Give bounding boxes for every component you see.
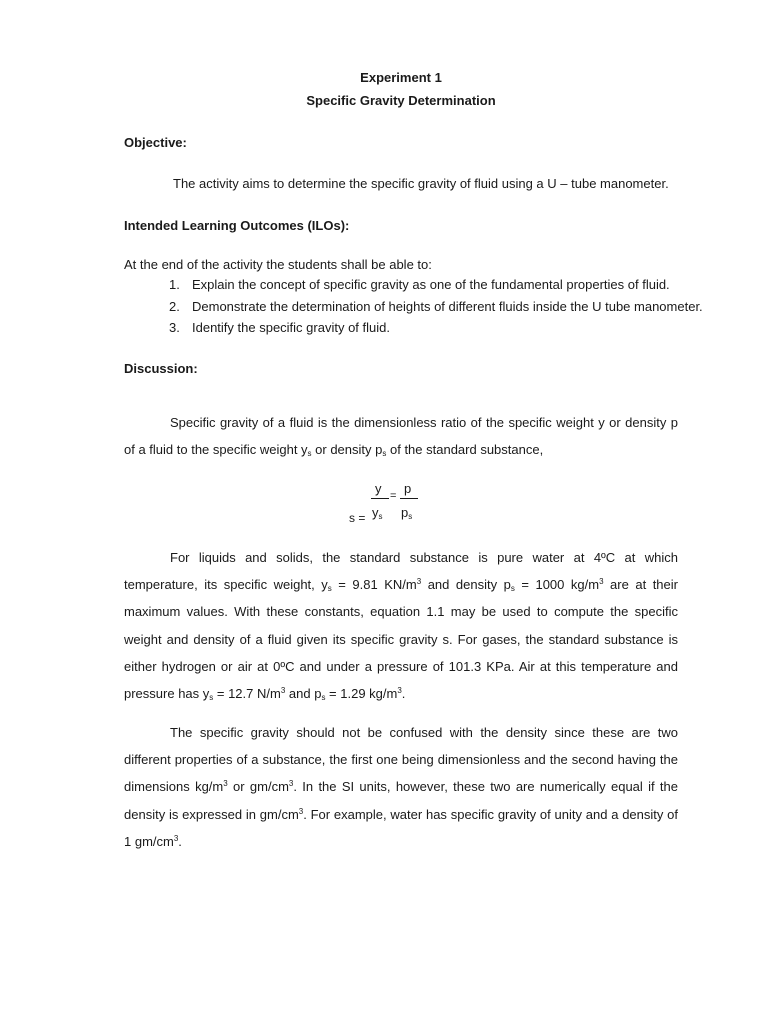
ilo-text: Explain the concept of specific gravity as one of the fundamental properties of fluid. <box>192 277 670 292</box>
ilo-number: 2. <box>169 299 180 314</box>
discussion-paragraph-3: The specific gravity should not be confused with the density since these are two different properties of a substance, the first one being dimensionless and the second having the dimensions $kg/m^3$ or $gm/cm^3$. In the SI units, however, these two are numerically equal if the density is expressed in $gm/cm^3$. For example, water has specific gravity of unity and a density of 1 $gm/cm^3$. <box>124 725 679 849</box>
ilos-heading: Intended Learning Outcomes (ILOs): <box>124 218 350 233</box>
experiment-title: Specific Gravity Determination <box>306 93 496 108</box>
equation-numerator-2: p <box>404 481 412 496</box>
equation-denominator-1: $y_s$ <box>372 505 383 521</box>
ilo-list-item <box>169 277 670 292</box>
equation-denominator-2: $p_s$ <box>401 505 413 521</box>
ilos-intro: At the end of the activity the students shall be able to: <box>124 257 432 272</box>
equation-equals: = <box>390 490 397 502</box>
ilo-text: Demonstrate the determination of heights of different fluids inside the U tube manometer. <box>192 299 703 314</box>
discussion-paragraph-2: For liquids and solids, the standard substance is pure water at 4ºC at which temperature, its specific weight, $y_s = 9.81$ $KN/m^3$ and density $p_s = 1000$ $kg/m^3$ are at their maximum values. With these constants, equation 1.1 may be used to compute the specific weight and density of a fluid given its specific gravity s. For gases, the standard substance is either hydrogen or air at 0ºC and under a pressure of 101.3 KPa. Air at this temperature and pressure has $y_s = 12.7$ $N/m^3$ and $p_s = 1.29$ $kg/m^3$. <box>124 550 678 703</box>
experiment-number: Experiment 1 <box>360 70 442 85</box>
objective-text: The activity aims to determine the specific gravity of fluid using a U – tube manometer. <box>173 176 669 191</box>
fraction-bar <box>371 498 389 499</box>
equation-lhs: s = <box>349 511 366 525</box>
ilo-list-item <box>169 320 390 335</box>
ilo-number: 3. <box>169 320 180 335</box>
objective-heading: Objective: <box>124 135 187 150</box>
equation-numerator-1: y <box>375 481 382 496</box>
ilo-list-item <box>169 299 703 314</box>
ilo-number: 1. <box>169 277 180 292</box>
ilo-text: Identify the specific gravity of fluid. <box>192 320 390 335</box>
discussion-heading: Discussion: <box>124 361 198 376</box>
discussion-paragraph-1: Specific gravity of a fluid is the dimensionless ratio of the specific weight y or density p of a fluid to the specific weight $y_s$ or density $p_s$ of the standard substance, <box>124 415 678 459</box>
fraction-bar <box>400 498 418 499</box>
